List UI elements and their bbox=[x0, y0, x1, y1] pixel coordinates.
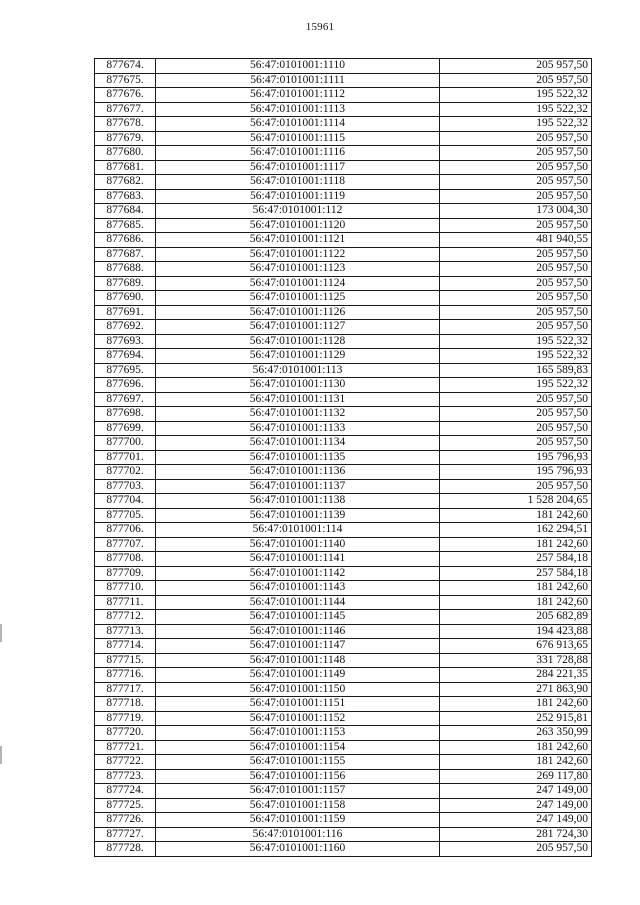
table-row bbox=[95, 262, 592, 277]
cadastral-number-cell: 56:47:0101001:113 bbox=[156, 363, 440, 378]
table-row bbox=[95, 668, 592, 683]
row-number-cell: 877677. bbox=[95, 102, 156, 117]
table-row bbox=[95, 189, 592, 204]
cadastral-value-cell: 205 957,50 bbox=[440, 175, 592, 190]
cadastral-value-cell: 195 796,93 bbox=[440, 465, 592, 480]
cadastral-value-cell: 205 957,50 bbox=[440, 320, 592, 335]
row-number-cell: 877728. bbox=[95, 842, 156, 857]
row-number-cell: 877694. bbox=[95, 349, 156, 364]
cadastral-value-cell: 195 522,32 bbox=[440, 378, 592, 393]
table-body bbox=[95, 59, 592, 857]
cadastral-value-cell: 205 957,50 bbox=[440, 436, 592, 451]
table-row bbox=[95, 175, 592, 190]
cadastral-value-cell: 205 957,50 bbox=[440, 218, 592, 233]
row-number-cell: 877699. bbox=[95, 421, 156, 436]
cadastral-value-cell: 195 522,32 bbox=[440, 117, 592, 132]
row-number-cell: 877674. bbox=[95, 59, 156, 74]
row-number-cell: 877693. bbox=[95, 334, 156, 349]
table-row bbox=[95, 102, 592, 117]
cadastral-value-cell: 257 584,18 bbox=[440, 566, 592, 581]
table-row bbox=[95, 146, 592, 161]
row-number-cell: 877684. bbox=[95, 204, 156, 219]
scan-margin-mark bbox=[0, 746, 2, 764]
row-number-cell: 877703. bbox=[95, 479, 156, 494]
table-row bbox=[95, 726, 592, 741]
table-row bbox=[95, 784, 592, 799]
table-row bbox=[95, 740, 592, 755]
cadastral-value-cell: 162 294,51 bbox=[440, 523, 592, 538]
cadastral-number-cell: 56:47:0101001:1134 bbox=[156, 436, 440, 451]
cadastral-value-cell: 181 242,60 bbox=[440, 755, 592, 770]
cadastral-number-cell: 56:47:0101001:1156 bbox=[156, 769, 440, 784]
cadastral-number-cell: 56:47:0101001:1119 bbox=[156, 189, 440, 204]
row-number-cell: 877726. bbox=[95, 813, 156, 828]
table-row bbox=[95, 421, 592, 436]
cadastral-number-cell: 56:47:0101001:1118 bbox=[156, 175, 440, 190]
cadastral-number-cell: 56:47:0101001:1112 bbox=[156, 88, 440, 103]
row-number-cell: 877675. bbox=[95, 73, 156, 88]
row-number-cell: 877700. bbox=[95, 436, 156, 451]
row-number-cell: 877719. bbox=[95, 711, 156, 726]
cadastral-number-cell: 56:47:0101001:1136 bbox=[156, 465, 440, 480]
table-row bbox=[95, 653, 592, 668]
cadastral-number-cell: 56:47:0101001:1115 bbox=[156, 131, 440, 146]
cadastral-number-cell: 56:47:0101001:1145 bbox=[156, 610, 440, 625]
cadastral-number-cell: 56:47:0101001:1147 bbox=[156, 639, 440, 654]
row-number-cell: 877697. bbox=[95, 392, 156, 407]
cadastral-number-cell: 56:47:0101001:114 bbox=[156, 523, 440, 538]
cadastral-value-cell: 481 940,55 bbox=[440, 233, 592, 248]
cadastral-number-cell: 56:47:0101001:1155 bbox=[156, 755, 440, 770]
cadastral-number-cell: 56:47:0101001:1154 bbox=[156, 740, 440, 755]
row-number-cell: 877725. bbox=[95, 798, 156, 813]
cadastral-value-cell: 284 221,35 bbox=[440, 668, 592, 683]
cadastral-value-cell: 181 242,60 bbox=[440, 595, 592, 610]
cadastral-number-cell: 56:47:0101001:1114 bbox=[156, 117, 440, 132]
cadastral-number-cell: 56:47:0101001:1149 bbox=[156, 668, 440, 683]
cadastral-value-cell: 181 242,60 bbox=[440, 508, 592, 523]
cadastral-number-cell: 56:47:0101001:1128 bbox=[156, 334, 440, 349]
cadastral-value-cell: 173 004,30 bbox=[440, 204, 592, 219]
cadastral-number-cell: 56:47:0101001:1150 bbox=[156, 682, 440, 697]
table-row bbox=[95, 479, 592, 494]
table-row bbox=[95, 494, 592, 509]
cadastral-value-cell: 195 522,32 bbox=[440, 88, 592, 103]
row-number-cell: 877687. bbox=[95, 247, 156, 262]
cadastral-number-cell: 56:47:0101001:1160 bbox=[156, 842, 440, 857]
cadastral-value-cell: 195 796,93 bbox=[440, 450, 592, 465]
cadastral-value-cell: 205 957,50 bbox=[440, 262, 592, 277]
cadastral-number-cell: 56:47:0101001:1135 bbox=[156, 450, 440, 465]
cadastral-value-cell: 331 728,88 bbox=[440, 653, 592, 668]
cadastral-number-cell: 56:47:0101001:1131 bbox=[156, 392, 440, 407]
cadastral-value-cell: 205 957,50 bbox=[440, 276, 592, 291]
cadastral-number-cell: 56:47:0101001:1124 bbox=[156, 276, 440, 291]
row-number-cell: 877704. bbox=[95, 494, 156, 509]
cadastral-number-cell: 56:47:0101001:1122 bbox=[156, 247, 440, 262]
table-row bbox=[95, 523, 592, 538]
row-number-cell: 877705. bbox=[95, 508, 156, 523]
row-number-cell: 877708. bbox=[95, 552, 156, 567]
cadastral-number-cell: 56:47:0101001:1151 bbox=[156, 697, 440, 712]
cadastral-number-cell: 56:47:0101001:1132 bbox=[156, 407, 440, 422]
table-row bbox=[95, 508, 592, 523]
cadastral-number-cell: 56:47:0101001:1142 bbox=[156, 566, 440, 581]
row-number-cell: 877696. bbox=[95, 378, 156, 393]
cadastral-value-cell: 205 957,50 bbox=[440, 392, 592, 407]
row-number-cell: 877698. bbox=[95, 407, 156, 422]
table-row bbox=[95, 291, 592, 306]
row-number-cell: 877710. bbox=[95, 581, 156, 596]
cadastral-number-cell: 56:47:0101001:1125 bbox=[156, 291, 440, 306]
row-number-cell: 877686. bbox=[95, 233, 156, 248]
cadastral-number-cell: 56:47:0101001:1139 bbox=[156, 508, 440, 523]
row-number-cell: 877689. bbox=[95, 276, 156, 291]
cadastral-value-cell: 205 682,89 bbox=[440, 610, 592, 625]
cadastral-value-cell: 195 522,32 bbox=[440, 349, 592, 364]
row-number-cell: 877718. bbox=[95, 697, 156, 712]
cadastral-value-cell: 247 149,00 bbox=[440, 784, 592, 799]
table-row bbox=[95, 117, 592, 132]
cadastral-number-cell: 56:47:0101001:1138 bbox=[156, 494, 440, 509]
cadastral-number-cell: 56:47:0101001:1113 bbox=[156, 102, 440, 117]
table-row bbox=[95, 450, 592, 465]
table-row bbox=[95, 59, 592, 74]
row-number-cell: 877715. bbox=[95, 653, 156, 668]
table-row bbox=[95, 378, 592, 393]
cadastral-value-cell: 181 242,60 bbox=[440, 740, 592, 755]
cadastral-value-cell: 205 957,50 bbox=[440, 73, 592, 88]
cadastral-value-cell: 165 589,83 bbox=[440, 363, 592, 378]
cadastral-number-cell: 56:47:0101001:1110 bbox=[156, 59, 440, 74]
row-number-cell: 877723. bbox=[95, 769, 156, 784]
table-row bbox=[95, 73, 592, 88]
row-number-cell: 877724. bbox=[95, 784, 156, 799]
cadastral-value-cell: 205 957,50 bbox=[440, 421, 592, 436]
table-row bbox=[95, 276, 592, 291]
cadastral-number-cell: 56:47:0101001:1137 bbox=[156, 479, 440, 494]
row-number-cell: 877721. bbox=[95, 740, 156, 755]
table-row bbox=[95, 595, 592, 610]
cadastral-number-cell: 56:47:0101001:1133 bbox=[156, 421, 440, 436]
table-row bbox=[95, 697, 592, 712]
table-row bbox=[95, 813, 592, 828]
cadastral-value-cell: 1 528 204,65 bbox=[440, 494, 592, 509]
cadastral-value-cell: 205 957,50 bbox=[440, 160, 592, 175]
cadastral-number-cell: 56:47:0101001:1146 bbox=[156, 624, 440, 639]
cadastral-value-cell: 205 957,50 bbox=[440, 291, 592, 306]
cadastral-number-cell: 56:47:0101001:1123 bbox=[156, 262, 440, 277]
cadastral-value-cell: 205 957,50 bbox=[440, 131, 592, 146]
row-number-cell: 877691. bbox=[95, 305, 156, 320]
row-number-cell: 877678. bbox=[95, 117, 156, 132]
cadastral-value-cell: 195 522,32 bbox=[440, 334, 592, 349]
table-row bbox=[95, 305, 592, 320]
row-number-cell: 877680. bbox=[95, 146, 156, 161]
cadastral-number-cell: 56:47:0101001:1111 bbox=[156, 73, 440, 88]
scan-margin-mark bbox=[0, 624, 2, 642]
cadastral-number-cell: 56:47:0101001:1140 bbox=[156, 537, 440, 552]
row-number-cell: 877688. bbox=[95, 262, 156, 277]
cadastral-value-cell: 263 350,99 bbox=[440, 726, 592, 741]
cadastral-value-cell: 257 584,18 bbox=[440, 552, 592, 567]
table-row bbox=[95, 334, 592, 349]
table-row bbox=[95, 363, 592, 378]
row-number-cell: 877727. bbox=[95, 827, 156, 842]
cadastral-number-cell: 56:47:0101001:1127 bbox=[156, 320, 440, 335]
cadastral-value-cell: 205 957,50 bbox=[440, 189, 592, 204]
cadastral-value-cell: 181 242,60 bbox=[440, 581, 592, 596]
row-number-cell: 877706. bbox=[95, 523, 156, 538]
row-number-cell: 877716. bbox=[95, 668, 156, 683]
row-number-cell: 877713. bbox=[95, 624, 156, 639]
cadastral-value-cell: 247 149,00 bbox=[440, 798, 592, 813]
table-row bbox=[95, 798, 592, 813]
table-row bbox=[95, 639, 592, 654]
row-number-cell: 877695. bbox=[95, 363, 156, 378]
row-number-cell: 877679. bbox=[95, 131, 156, 146]
table-row bbox=[95, 247, 592, 262]
cadastral-number-cell: 56:47:0101001:1117 bbox=[156, 160, 440, 175]
table-row bbox=[95, 465, 592, 480]
table-row bbox=[95, 842, 592, 857]
cadastral-value-table bbox=[94, 58, 592, 857]
page-number: 15961 bbox=[305, 21, 335, 33]
cadastral-number-cell: 56:47:0101001:1143 bbox=[156, 581, 440, 596]
cadastral-number-cell: 56:47:0101001:1130 bbox=[156, 378, 440, 393]
row-number-cell: 877717. bbox=[95, 682, 156, 697]
cadastral-number-cell: 56:47:0101001:1120 bbox=[156, 218, 440, 233]
table-row bbox=[95, 218, 592, 233]
row-number-cell: 877692. bbox=[95, 320, 156, 335]
table-row bbox=[95, 581, 592, 596]
table-row bbox=[95, 552, 592, 567]
table-row bbox=[95, 537, 592, 552]
cadastral-number-cell: 56:47:0101001:1129 bbox=[156, 349, 440, 364]
table-row bbox=[95, 320, 592, 335]
cadastral-number-cell: 56:47:0101001:116 bbox=[156, 827, 440, 842]
row-number-cell: 877714. bbox=[95, 639, 156, 654]
table-row bbox=[95, 233, 592, 248]
cadastral-value-cell: 281 724,30 bbox=[440, 827, 592, 842]
cadastral-value-cell: 205 957,50 bbox=[440, 407, 592, 422]
table-row bbox=[95, 160, 592, 175]
table-row bbox=[95, 711, 592, 726]
table-row bbox=[95, 88, 592, 103]
table-row bbox=[95, 204, 592, 219]
cadastral-number-cell: 56:47:0101001:1157 bbox=[156, 784, 440, 799]
cadastral-value-cell: 181 242,60 bbox=[440, 697, 592, 712]
table-row bbox=[95, 769, 592, 784]
row-number-cell: 877720. bbox=[95, 726, 156, 741]
cadastral-value-cell: 205 957,50 bbox=[440, 146, 592, 161]
cadastral-value-cell: 205 957,50 bbox=[440, 842, 592, 857]
row-number-cell: 877683. bbox=[95, 189, 156, 204]
table-row bbox=[95, 407, 592, 422]
cadastral-number-cell: 56:47:0101001:1158 bbox=[156, 798, 440, 813]
table-row bbox=[95, 610, 592, 625]
cadastral-value-cell: 269 117,80 bbox=[440, 769, 592, 784]
table-row bbox=[95, 566, 592, 581]
cadastral-number-cell: 56:47:0101001:1148 bbox=[156, 653, 440, 668]
cadastral-number-cell: 56:47:0101001:1144 bbox=[156, 595, 440, 610]
cadastral-number-cell: 56:47:0101001:1116 bbox=[156, 146, 440, 161]
cadastral-value-cell: 194 423,88 bbox=[440, 624, 592, 639]
cadastral-value-cell: 205 957,50 bbox=[440, 479, 592, 494]
table-row bbox=[95, 131, 592, 146]
row-number-cell: 877702. bbox=[95, 465, 156, 480]
table-row bbox=[95, 349, 592, 364]
row-number-cell: 877701. bbox=[95, 450, 156, 465]
cadastral-number-cell: 56:47:0101001:1153 bbox=[156, 726, 440, 741]
cadastral-number-cell: 56:47:0101001:112 bbox=[156, 204, 440, 219]
row-number-cell: 877707. bbox=[95, 537, 156, 552]
table-row bbox=[95, 827, 592, 842]
cadastral-value-cell: 205 957,50 bbox=[440, 247, 592, 262]
cadastral-number-cell: 56:47:0101001:1159 bbox=[156, 813, 440, 828]
row-number-cell: 877712. bbox=[95, 610, 156, 625]
cadastral-value-cell: 205 957,50 bbox=[440, 59, 592, 74]
cadastral-number-cell: 56:47:0101001:1141 bbox=[156, 552, 440, 567]
cadastral-value-cell: 195 522,32 bbox=[440, 102, 592, 117]
cadastral-number-cell: 56:47:0101001:1121 bbox=[156, 233, 440, 248]
cadastral-value-cell: 247 149,00 bbox=[440, 813, 592, 828]
row-number-cell: 877685. bbox=[95, 218, 156, 233]
table-row bbox=[95, 436, 592, 451]
table-row bbox=[95, 624, 592, 639]
cadastral-number-cell: 56:47:0101001:1126 bbox=[156, 305, 440, 320]
table-row bbox=[95, 392, 592, 407]
row-number-cell: 877681. bbox=[95, 160, 156, 175]
row-number-cell: 877676. bbox=[95, 88, 156, 103]
cadastral-value-cell: 271 863,90 bbox=[440, 682, 592, 697]
row-number-cell: 877722. bbox=[95, 755, 156, 770]
cadastral-value-cell: 252 915,81 bbox=[440, 711, 592, 726]
row-number-cell: 877690. bbox=[95, 291, 156, 306]
cadastral-value-cell: 181 242,60 bbox=[440, 537, 592, 552]
row-number-cell: 877682. bbox=[95, 175, 156, 190]
table-row bbox=[95, 682, 592, 697]
cadastral-value-cell: 676 913,65 bbox=[440, 639, 592, 654]
cadastral-value-cell: 205 957,50 bbox=[440, 305, 592, 320]
row-number-cell: 877709. bbox=[95, 566, 156, 581]
row-number-cell: 877711. bbox=[95, 595, 156, 610]
table-row bbox=[95, 755, 592, 770]
cadastral-number-cell: 56:47:0101001:1152 bbox=[156, 711, 440, 726]
